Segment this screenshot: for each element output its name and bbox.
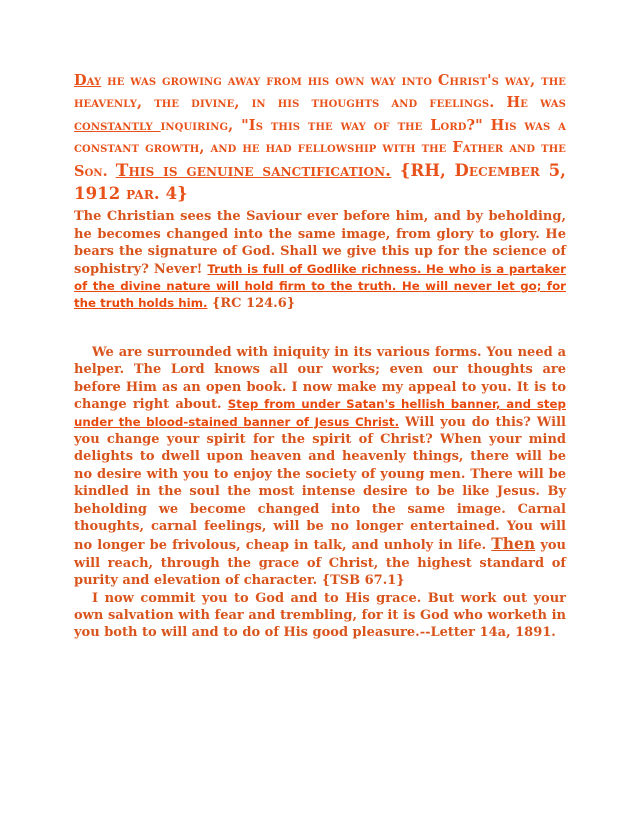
heading-text-2: inquiring, "Is this the way of the Lord?" His was a constant growth, and he had fellowship with the Father and the Son. bbox=[74, 116, 566, 180]
opening-paragraph bbox=[74, 70, 566, 206]
heading-first-word: Day bbox=[74, 72, 102, 89]
heading-citation: {RH, December 5, 1912 par. 4} bbox=[74, 160, 566, 204]
paragraph-christian-sees bbox=[74, 208, 566, 312]
para2-text-3: you will reach, through the grace of Christ, the highest standard of purity and elevation of character. {TSB 67.1} bbox=[74, 538, 566, 589]
para2-text-1: We are surrounded with iniquity in its various forms. You need a helper. The Lord knows all our works; even our thoughts are before Him as an open book. I now make my appeal to you. It is to change right about. bbox=[74, 344, 566, 413]
para2-text-2: Will you do this? Will you change your spirit for the spirit of Christ? When your mind delights to dwell upon heaven and heavenly things, there will be no desire with you to enjoy the society of young men. There will be kindled in the soul the most intense desire to be like Jesus. By beholding we become changed into the same image. Carnal thoughts, carnal feelings, will be no longer entertained. You will no longer be frivolous, cheap in talk, and unholy in life. bbox=[74, 414, 566, 554]
paragraph-commit-to-god bbox=[74, 590, 566, 642]
heading-sanctification: This is genuine sanctification. bbox=[115, 160, 392, 181]
para1-text: The Christian sees the Saviour ever before him, and by beholding, he becomes changed into the same image, from glory to glory. He bears the signature of God. Shall we give this up for the science of sophistry? Never! bbox=[74, 209, 566, 277]
para1-underlined: Truth is full of Godlike richness. He who is a partaker of the divine nature will hold firm to the truth. He will never let go; for the truth holds him. bbox=[74, 261, 566, 311]
paragraph-surrounded-iniquity bbox=[74, 344, 566, 590]
para1-citation: {RC 124.6} bbox=[207, 296, 296, 312]
para2-underlined: Step from under Satan's hellish banner, and step under the blood-stained banner of Jesus Christ. bbox=[74, 397, 567, 429]
para3-text: I now commit you to God and to His grace. But work out your own salvation with fear and trembling, for it is God who worketh in you both to will and to do of His good pleasure.--Letter 14a, 1891. bbox=[74, 590, 566, 641]
heading-underlined-word: constantly bbox=[74, 116, 161, 134]
para2-then: Then bbox=[491, 534, 536, 554]
heading-text-1: he was growing away from his own way into Christ's way, the heavenly, the divine, in his thoughts and feelings. He was bbox=[74, 72, 566, 112]
